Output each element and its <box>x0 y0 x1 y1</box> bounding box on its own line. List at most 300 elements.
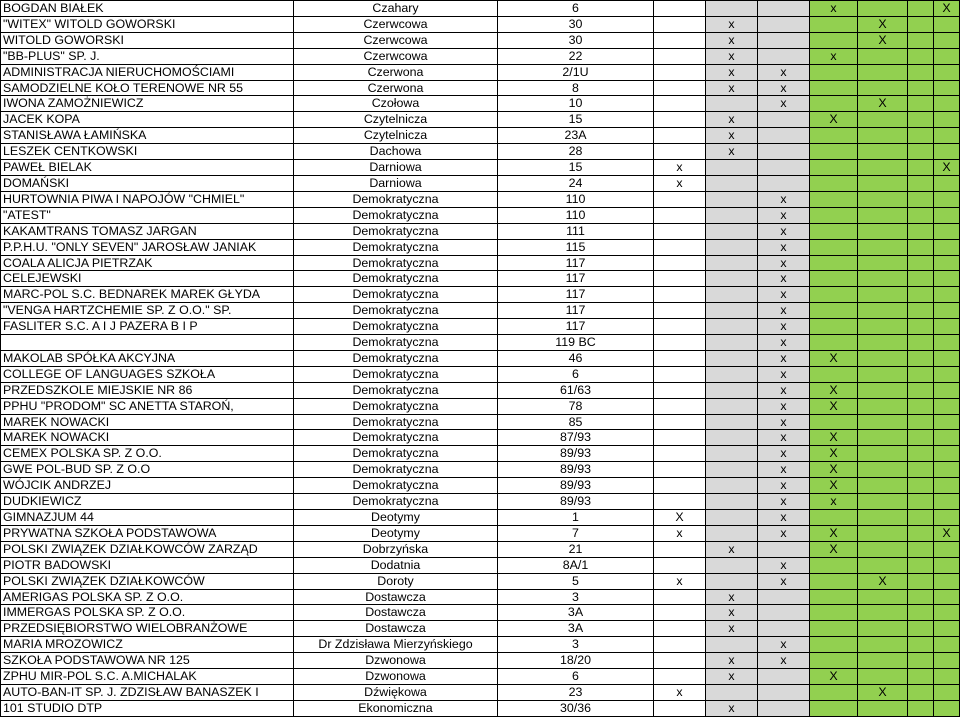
mark-cell-4 <box>810 335 858 351</box>
company-name-cell: CEMEX POLSKA SP. Z O.O. <box>1 446 294 462</box>
mark-cell-5 <box>858 541 908 557</box>
street-cell: Deotymy <box>294 525 498 541</box>
company-name-cell: AUTO-BAN-IT SP. J. ZDZISŁAW BANASZEK I <box>1 684 294 700</box>
mark-cell-1 <box>654 653 706 669</box>
mark-cell-7 <box>934 80 960 96</box>
number-cell: 28 <box>498 144 654 160</box>
street-cell: Dostawcza <box>294 605 498 621</box>
company-name-cell: KAKAMTRANS TOMASZ JARGAN <box>1 223 294 239</box>
mark-cell-5 <box>858 223 908 239</box>
mark-cell-5 <box>858 271 908 287</box>
table-row <box>1 398 960 414</box>
mark-cell-3: x <box>758 191 810 207</box>
mark-cell-2: x <box>706 621 758 637</box>
company-name-cell: PRZEDSIĘBIORSTWO WIELOBRANŻOWE <box>1 621 294 637</box>
company-name-cell: 101 STUDIO DTP <box>1 700 294 716</box>
mark-cell-5 <box>858 414 908 430</box>
street-cell: Dodatnia <box>294 557 498 573</box>
street-cell: Demokratyczna <box>294 303 498 319</box>
company-name-cell: SAMODZIELNE KOŁO TERENOWE NR 55 <box>1 80 294 96</box>
mark-cell-2 <box>706 350 758 366</box>
mark-cell-5 <box>858 510 908 526</box>
mark-cell-5 <box>858 525 908 541</box>
mark-cell-6 <box>908 398 934 414</box>
mark-cell-6 <box>908 191 934 207</box>
mark-cell-1 <box>654 319 706 335</box>
mark-cell-6 <box>908 239 934 255</box>
mark-cell-1 <box>654 64 706 80</box>
mark-cell-5 <box>858 557 908 573</box>
mark-cell-6 <box>908 382 934 398</box>
mark-cell-3 <box>758 48 810 64</box>
mark-cell-1 <box>654 462 706 478</box>
street-cell: Dzwonowa <box>294 653 498 669</box>
mark-cell-4: X <box>810 430 858 446</box>
company-name-cell: GIMNAZJUM 44 <box>1 510 294 526</box>
mark-cell-3: x <box>758 414 810 430</box>
mark-cell-3: x <box>758 398 810 414</box>
mark-cell-7 <box>934 350 960 366</box>
mark-cell-5 <box>858 621 908 637</box>
mark-cell-6 <box>908 271 934 287</box>
company-name-cell: MARC-POL S.C. BEDNAREK MAREK GŁYDA <box>1 287 294 303</box>
table-row <box>1 541 960 557</box>
mark-cell-2 <box>706 175 758 191</box>
company-name-cell: COLLEGE OF LANGUAGES SZKOŁA <box>1 366 294 382</box>
mark-cell-3: x <box>758 96 810 112</box>
company-name-cell: PRYWATNA SZKOŁA PODSTAWOWA <box>1 525 294 541</box>
number-cell: 2/1U <box>498 64 654 80</box>
mark-cell-4 <box>810 160 858 176</box>
mark-cell-2: x <box>706 653 758 669</box>
mark-cell-5 <box>858 494 908 510</box>
mark-cell-7 <box>934 700 960 716</box>
table-row <box>1 478 960 494</box>
mark-cell-1 <box>654 335 706 351</box>
company-name-cell: "VENGA HARTZCHEMIE SP. Z O.O." SP. <box>1 303 294 319</box>
company-name-cell: GWE POL-BUD SP. Z O.O <box>1 462 294 478</box>
mark-cell-4 <box>810 80 858 96</box>
number-cell: 30 <box>498 32 654 48</box>
mark-cell-3: x <box>758 653 810 669</box>
mark-cell-7 <box>934 382 960 398</box>
table-row <box>1 64 960 80</box>
mark-cell-7 <box>934 16 960 32</box>
mark-cell-5 <box>858 319 908 335</box>
street-cell: Dźwiękowa <box>294 684 498 700</box>
mark-cell-6 <box>908 16 934 32</box>
mark-cell-4 <box>810 207 858 223</box>
mark-cell-4 <box>810 16 858 32</box>
mark-cell-2 <box>706 335 758 351</box>
number-cell: 117 <box>498 287 654 303</box>
table-row <box>1 48 960 64</box>
mark-cell-6 <box>908 64 934 80</box>
mark-cell-6 <box>908 525 934 541</box>
mark-cell-5 <box>858 112 908 128</box>
table-row <box>1 80 960 96</box>
mark-cell-1 <box>654 16 706 32</box>
mark-cell-5: X <box>858 573 908 589</box>
table-row <box>1 319 960 335</box>
table-row <box>1 191 960 207</box>
mark-cell-4: x <box>810 48 858 64</box>
number-cell: 24 <box>498 175 654 191</box>
mark-cell-5: X <box>858 96 908 112</box>
mark-cell-1 <box>654 382 706 398</box>
mark-cell-4 <box>810 684 858 700</box>
mark-cell-3: x <box>758 64 810 80</box>
company-name-cell: HURTOWNIA PIWA I NAPOJÓW "CHMIEL" <box>1 191 294 207</box>
mark-cell-6 <box>908 366 934 382</box>
mark-cell-1 <box>654 398 706 414</box>
mark-cell-4 <box>810 510 858 526</box>
mark-cell-5 <box>858 462 908 478</box>
mark-cell-6 <box>908 207 934 223</box>
mark-cell-3: x <box>758 382 810 398</box>
mark-cell-6 <box>908 430 934 446</box>
mark-cell-1 <box>654 637 706 653</box>
mark-cell-7 <box>934 303 960 319</box>
mark-cell-7 <box>934 239 960 255</box>
street-cell: Dostawcza <box>294 589 498 605</box>
mark-cell-7 <box>934 32 960 48</box>
mark-cell-2 <box>706 1 758 17</box>
mark-cell-6 <box>908 144 934 160</box>
mark-cell-5 <box>858 350 908 366</box>
company-name-cell: BOGDAN BIAŁEK <box>1 1 294 17</box>
mark-cell-5 <box>858 700 908 716</box>
mark-cell-6 <box>908 128 934 144</box>
street-cell: Demokratyczna <box>294 478 498 494</box>
street-cell: Czytelnicza <box>294 112 498 128</box>
number-cell: 23 <box>498 684 654 700</box>
mark-cell-5: X <box>858 32 908 48</box>
mark-cell-6 <box>908 669 934 685</box>
mark-cell-4: X <box>810 112 858 128</box>
table-row <box>1 462 960 478</box>
table-row <box>1 446 960 462</box>
table-row <box>1 366 960 382</box>
mark-cell-4: X <box>810 382 858 398</box>
street-cell: Demokratyczna <box>294 255 498 271</box>
mark-cell-3 <box>758 621 810 637</box>
table-row <box>1 510 960 526</box>
table-body <box>1 1 960 717</box>
mark-cell-3: x <box>758 319 810 335</box>
mark-cell-7 <box>934 684 960 700</box>
street-cell: Demokratyczna <box>294 446 498 462</box>
mark-cell-4 <box>810 271 858 287</box>
table-row <box>1 653 960 669</box>
mark-cell-5 <box>858 446 908 462</box>
number-cell: 117 <box>498 303 654 319</box>
mark-cell-1 <box>654 303 706 319</box>
company-name-cell: P.P.H.U. "ONLY SEVEN" JAROSŁAW JANIAK <box>1 239 294 255</box>
mark-cell-1 <box>654 557 706 573</box>
mark-cell-6 <box>908 541 934 557</box>
street-cell: Czerwona <box>294 64 498 80</box>
mark-cell-4 <box>810 64 858 80</box>
number-cell: 15 <box>498 160 654 176</box>
mark-cell-6 <box>908 32 934 48</box>
mark-cell-7 <box>934 366 960 382</box>
mark-cell-1 <box>654 700 706 716</box>
company-name-cell: MAREK NOWACKI <box>1 414 294 430</box>
street-cell: Dobrzyńska <box>294 541 498 557</box>
number-cell: 115 <box>498 239 654 255</box>
mark-cell-3 <box>758 669 810 685</box>
street-cell: Demokratyczna <box>294 287 498 303</box>
number-cell: 5 <box>498 573 654 589</box>
mark-cell-2 <box>706 239 758 255</box>
mark-cell-3: x <box>758 446 810 462</box>
company-name-cell: STANISŁAWA ŁAMIŃSKA <box>1 128 294 144</box>
mark-cell-6 <box>908 414 934 430</box>
mark-cell-5 <box>858 478 908 494</box>
number-cell: 15 <box>498 112 654 128</box>
table-row <box>1 621 960 637</box>
company-name-cell: PIOTR BADOWSKI <box>1 557 294 573</box>
mark-cell-6 <box>908 589 934 605</box>
mark-cell-3 <box>758 605 810 621</box>
number-cell: 30 <box>498 16 654 32</box>
street-cell: Czerwcowa <box>294 16 498 32</box>
mark-cell-3: x <box>758 207 810 223</box>
mark-cell-3: x <box>758 557 810 573</box>
mark-cell-5 <box>858 48 908 64</box>
table-row <box>1 637 960 653</box>
mark-cell-5 <box>858 637 908 653</box>
mark-cell-2 <box>706 271 758 287</box>
mark-cell-1 <box>654 366 706 382</box>
street-cell: Deotymy <box>294 510 498 526</box>
mark-cell-2 <box>706 287 758 303</box>
mark-cell-6 <box>908 605 934 621</box>
mark-cell-2 <box>706 382 758 398</box>
mark-cell-7 <box>934 605 960 621</box>
mark-cell-1 <box>654 112 706 128</box>
table-row <box>1 144 960 160</box>
number-cell: 3A <box>498 621 654 637</box>
table-row <box>1 669 960 685</box>
mark-cell-7 <box>934 430 960 446</box>
mark-cell-5 <box>858 239 908 255</box>
street-cell: Czahary <box>294 1 498 17</box>
mark-cell-6 <box>908 48 934 64</box>
mark-cell-7 <box>934 335 960 351</box>
mark-cell-5 <box>858 207 908 223</box>
mark-cell-4: x <box>810 1 858 17</box>
mark-cell-4 <box>810 700 858 716</box>
street-cell: Demokratyczna <box>294 382 498 398</box>
mark-cell-5 <box>858 128 908 144</box>
street-cell: Demokratyczna <box>294 239 498 255</box>
mark-cell-7 <box>934 462 960 478</box>
table-row <box>1 287 960 303</box>
mark-cell-5 <box>858 80 908 96</box>
mark-cell-1 <box>654 430 706 446</box>
table-row <box>1 430 960 446</box>
street-cell: Demokratyczna <box>294 350 498 366</box>
mark-cell-2: x <box>706 144 758 160</box>
number-cell: 110 <box>498 207 654 223</box>
mark-cell-3 <box>758 589 810 605</box>
number-cell: 89/93 <box>498 462 654 478</box>
mark-cell-6 <box>908 335 934 351</box>
mark-cell-1 <box>654 287 706 303</box>
table-row <box>1 335 960 351</box>
street-cell: Demokratyczna <box>294 223 498 239</box>
mark-cell-5 <box>858 430 908 446</box>
mark-cell-7 <box>934 589 960 605</box>
mark-cell-7: X <box>934 525 960 541</box>
street-cell: Darniowa <box>294 160 498 176</box>
street-cell: Darniowa <box>294 175 498 191</box>
company-name-cell: PRZEDSZKOLE MIEJSKIE NR 86 <box>1 382 294 398</box>
mark-cell-2 <box>706 462 758 478</box>
mark-cell-4: x <box>810 494 858 510</box>
mark-cell-2 <box>706 255 758 271</box>
number-cell: 85 <box>498 414 654 430</box>
mark-cell-4: X <box>810 446 858 462</box>
mark-cell-6 <box>908 96 934 112</box>
company-name-cell: COALA ALICJA PIETRZAK <box>1 255 294 271</box>
mark-cell-4 <box>810 128 858 144</box>
table-row <box>1 605 960 621</box>
mark-cell-4: X <box>810 541 858 557</box>
number-cell: 117 <box>498 255 654 271</box>
mark-cell-2: x <box>706 128 758 144</box>
company-name-cell: IMMERGAS POLSKA SP. Z O.O. <box>1 605 294 621</box>
mark-cell-1 <box>654 255 706 271</box>
mark-cell-5 <box>858 303 908 319</box>
mark-cell-4 <box>810 303 858 319</box>
number-cell: 8A/1 <box>498 557 654 573</box>
mark-cell-6 <box>908 621 934 637</box>
street-cell: Dr Zdzisława Mierzyńskiego <box>294 637 498 653</box>
table-row <box>1 589 960 605</box>
company-name-cell: PAWEŁ BIELAK <box>1 160 294 176</box>
mark-cell-2 <box>706 398 758 414</box>
company-name-cell: POLSKI ZWIĄZEK DZIAŁKOWCÓW ZARZĄD <box>1 541 294 557</box>
mark-cell-3: x <box>758 287 810 303</box>
mark-cell-3: x <box>758 223 810 239</box>
mark-cell-7 <box>934 478 960 494</box>
table-row <box>1 96 960 112</box>
number-cell: 3 <box>498 589 654 605</box>
mark-cell-7 <box>934 319 960 335</box>
mark-cell-4 <box>810 573 858 589</box>
mark-cell-4 <box>810 32 858 48</box>
mark-cell-6 <box>908 446 934 462</box>
table-row <box>1 382 960 398</box>
company-name-cell: CELEJEWSKI <box>1 271 294 287</box>
number-cell: 61/63 <box>498 382 654 398</box>
street-cell: Demokratyczna <box>294 335 498 351</box>
street-cell: Demokratyczna <box>294 271 498 287</box>
mark-cell-2: x <box>706 32 758 48</box>
mark-cell-2: x <box>706 589 758 605</box>
mark-cell-3: x <box>758 462 810 478</box>
mark-cell-4 <box>810 557 858 573</box>
number-cell: 6 <box>498 366 654 382</box>
table-row <box>1 128 960 144</box>
mark-cell-7 <box>934 414 960 430</box>
company-name-cell: LESZEK CENTKOWSKI <box>1 144 294 160</box>
number-cell: 117 <box>498 319 654 335</box>
mark-cell-5 <box>858 255 908 271</box>
street-cell: Czerwona <box>294 80 498 96</box>
street-cell: Demokratyczna <box>294 207 498 223</box>
company-name-cell <box>1 335 294 351</box>
mark-cell-2 <box>706 684 758 700</box>
company-name-cell: SZKOŁA PODSTAWOWA NR 125 <box>1 653 294 669</box>
mark-cell-3: x <box>758 303 810 319</box>
mark-cell-6 <box>908 684 934 700</box>
mark-cell-2 <box>706 223 758 239</box>
mark-cell-7 <box>934 223 960 239</box>
mark-cell-6 <box>908 175 934 191</box>
street-cell: Czerwcowa <box>294 48 498 64</box>
mark-cell-3 <box>758 175 810 191</box>
number-cell: 46 <box>498 350 654 366</box>
mark-cell-4: X <box>810 525 858 541</box>
mark-cell-4 <box>810 144 858 160</box>
mark-cell-6 <box>908 319 934 335</box>
mark-cell-6 <box>908 653 934 669</box>
mark-cell-6 <box>908 510 934 526</box>
mark-cell-7 <box>934 255 960 271</box>
mark-cell-2 <box>706 525 758 541</box>
number-cell: 89/93 <box>498 446 654 462</box>
mark-cell-6 <box>908 573 934 589</box>
mark-cell-3 <box>758 541 810 557</box>
mark-cell-5: X <box>858 684 908 700</box>
company-name-cell: "ATEST" <box>1 207 294 223</box>
mark-cell-3: x <box>758 430 810 446</box>
street-cell: Ekonomiczna <box>294 700 498 716</box>
mark-cell-3 <box>758 128 810 144</box>
mark-cell-3: x <box>758 525 810 541</box>
mark-cell-6 <box>908 1 934 17</box>
mark-cell-3: x <box>758 271 810 287</box>
mark-cell-2: x <box>706 541 758 557</box>
company-name-cell: MAKOLAB SPÓŁKA AKCYJNA <box>1 350 294 366</box>
mark-cell-2 <box>706 478 758 494</box>
mark-cell-1 <box>654 128 706 144</box>
mark-cell-7 <box>934 621 960 637</box>
mark-cell-2: x <box>706 669 758 685</box>
mark-cell-6 <box>908 462 934 478</box>
mark-cell-2: x <box>706 64 758 80</box>
number-cell: 110 <box>498 191 654 207</box>
mark-cell-7 <box>934 653 960 669</box>
number-cell: 6 <box>498 669 654 685</box>
mark-cell-4 <box>810 621 858 637</box>
street-cell: Demokratyczna <box>294 430 498 446</box>
number-cell: 6 <box>498 1 654 17</box>
mark-cell-1: x <box>654 160 706 176</box>
mark-cell-6 <box>908 478 934 494</box>
mark-cell-5 <box>858 366 908 382</box>
mark-cell-4: X <box>810 478 858 494</box>
mark-cell-2 <box>706 414 758 430</box>
mark-cell-4: X <box>810 398 858 414</box>
mark-cell-4: X <box>810 669 858 685</box>
mark-cell-2 <box>706 366 758 382</box>
mark-cell-1: x <box>654 573 706 589</box>
